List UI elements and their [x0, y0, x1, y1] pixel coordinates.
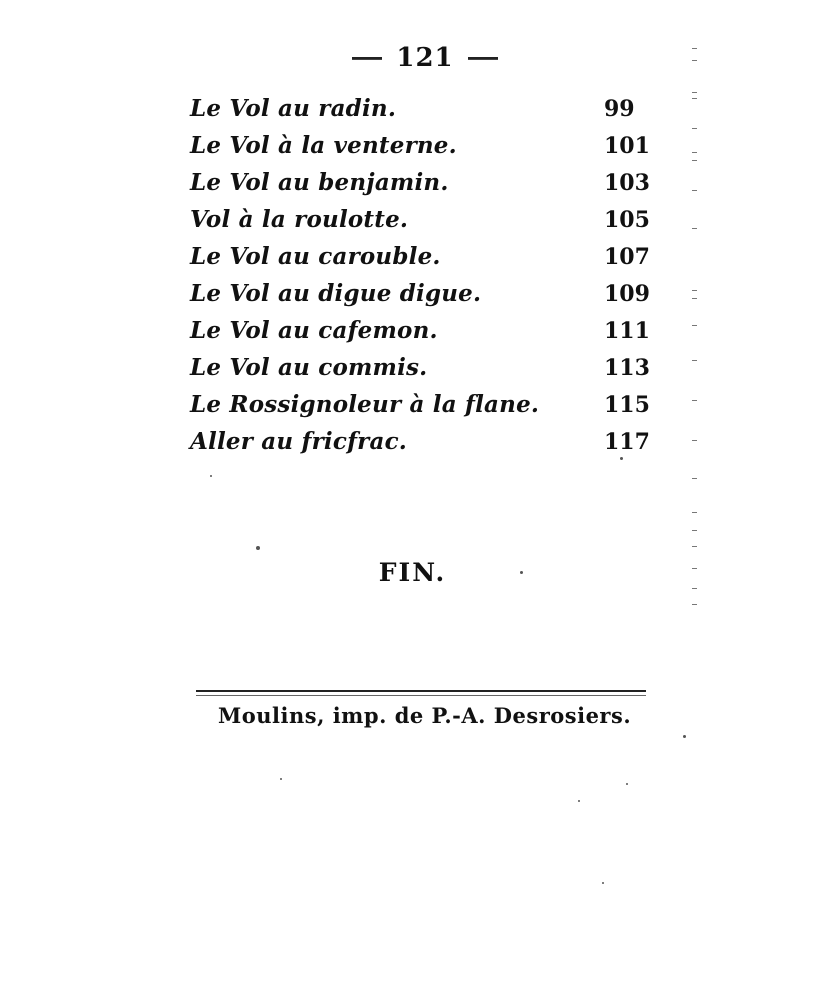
edge-mark	[692, 152, 697, 153]
toc-entry-page: 99	[604, 95, 635, 122]
scan-speck	[626, 783, 628, 785]
edge-mark	[692, 604, 697, 605]
edge-mark	[692, 512, 697, 513]
toc-entry-title: Aller au fricfrac.	[190, 428, 407, 455]
toc-entry	[190, 127, 660, 164]
scan-speck	[683, 735, 686, 738]
toc-entry	[190, 275, 660, 312]
printer-rule	[196, 690, 646, 692]
toc-entry-title: Le Vol à la venterne.	[190, 132, 457, 159]
edge-mark	[692, 160, 697, 161]
edge-mark	[692, 400, 697, 401]
toc-entry-page: 117	[604, 428, 650, 455]
table-of-contents	[190, 90, 660, 460]
toc-entry-title: Le Vol au benjamin.	[190, 169, 449, 196]
edge-mark	[692, 546, 697, 547]
printer-rule-thin	[196, 695, 646, 696]
scan-speck	[620, 457, 623, 460]
toc-entry	[190, 238, 660, 275]
edge-mark	[692, 98, 697, 99]
edge-mark	[692, 325, 697, 326]
toc-entry-title: Le Vol au digue digue.	[190, 280, 482, 307]
scan-speck	[210, 475, 212, 477]
printer-imprint: Moulins, imp. de P.-A. Desrosiers.	[218, 703, 632, 728]
toc-entry	[190, 423, 660, 460]
toc-entry-title: Le Vol au cafemon.	[190, 317, 438, 344]
toc-entry	[190, 349, 660, 386]
edge-mark	[692, 298, 697, 299]
page-number: 121	[396, 43, 454, 73]
toc-entry-page: 107	[604, 243, 650, 270]
edge-mark	[692, 568, 697, 569]
scan-speck	[256, 546, 260, 550]
toc-entry-page: 109	[604, 280, 650, 307]
edge-mark	[692, 92, 697, 93]
toc-entry	[190, 386, 660, 423]
edge-mark	[692, 290, 697, 291]
toc-entry	[190, 164, 660, 201]
header-dash-right	[468, 57, 498, 60]
toc-entry-title: Le Vol au carouble.	[190, 243, 441, 270]
toc-entry-title: Le Rossignoleur à la flane.	[190, 391, 540, 418]
end-marker: FIN.	[378, 558, 447, 587]
page-header	[350, 40, 500, 76]
header-dash-left	[352, 57, 382, 60]
edge-mark	[692, 588, 697, 589]
scan-speck	[280, 778, 282, 780]
toc-entry-title: Le Vol au radin.	[190, 95, 397, 122]
toc-entry-page: 103	[604, 169, 650, 196]
edge-mark	[692, 440, 697, 441]
toc-entry	[190, 90, 660, 127]
toc-entry-page: 113	[604, 354, 650, 381]
edge-mark	[692, 190, 697, 191]
toc-entry-page: 115	[604, 391, 650, 418]
toc-entry-page: 111	[604, 317, 650, 344]
edge-mark	[692, 530, 697, 531]
toc-entry-page: 105	[604, 206, 650, 233]
edge-mark	[692, 60, 697, 61]
edge-mark	[692, 360, 697, 361]
toc-entry	[190, 201, 660, 238]
toc-entry-title: Le Vol au commis.	[190, 354, 428, 381]
toc-entry-title: Vol à la roulotte.	[190, 206, 409, 233]
scan-speck	[578, 800, 580, 802]
edge-mark	[692, 48, 697, 49]
edge-mark	[692, 128, 697, 129]
scan-speck	[520, 571, 523, 574]
toc-entry	[190, 312, 660, 349]
toc-entry-page: 101	[604, 132, 650, 159]
scan-speck	[602, 882, 604, 884]
edge-mark	[692, 478, 697, 479]
edge-mark	[692, 228, 697, 229]
